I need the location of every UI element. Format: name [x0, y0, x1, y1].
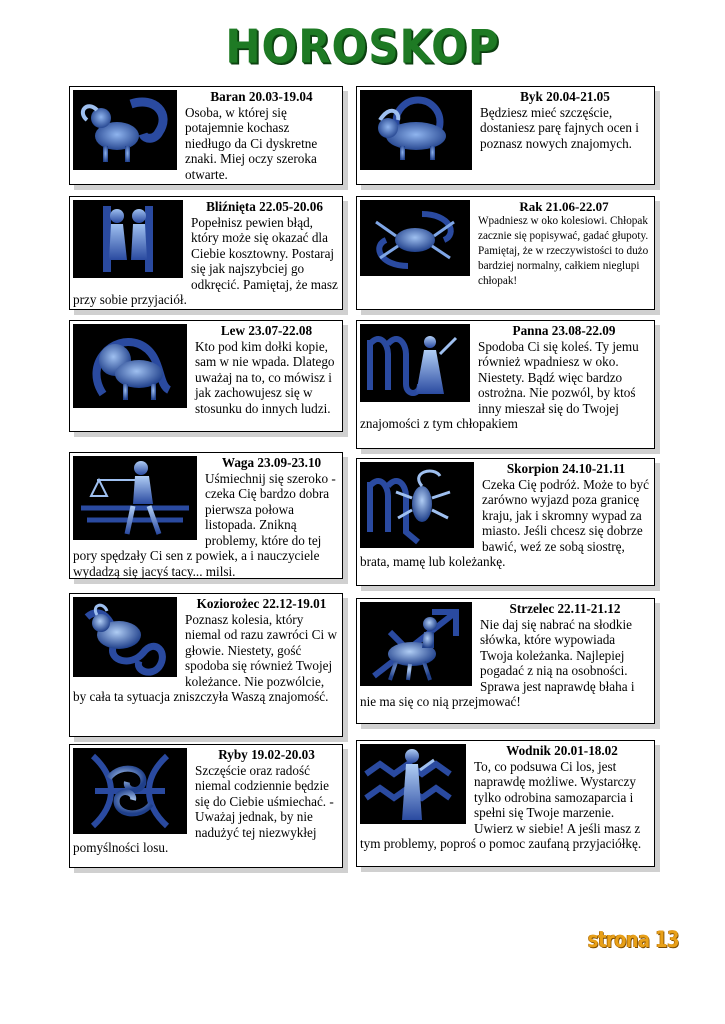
sign-text: To, co podsuwa Ci los, jest naprawdę możliwe. Wystarczy tylko odrobina samozaparcia i spełni się Twoje marzenie. Uwierz w siebie! A jeśli masz z tym problemy, poproś o pomoc zaufaną przyjaciółkę. [360, 758, 642, 851]
page-title: HOROSKOP [225, 19, 500, 74]
sign-text: Uśmiechnij się szeroko - czeka Cię bardzo dobra pierwsza połowa listopada. Znikną problemy, które do tej pory spędzały Ci sen z powiek, a i nauczyciele wydadzą się jacyś tacy... milsi. [73, 470, 336, 579]
sign-text: Spodoba Ci się koleś. Ty jemu również wpadniesz w oko. Niestety. Bądź więc bardzo ostrożna. Nie pozwól, by ktoś inny mieszał się do Twojej znajomości z tym chłopakiem [360, 338, 639, 431]
sign-card-wodnik [356, 740, 655, 867]
sign-card-strzelec [356, 598, 655, 724]
sign-card-rak [356, 196, 655, 310]
cancer-icon [360, 200, 470, 276]
sign-heading: Koziorożec 22.12-19.01 [196, 596, 327, 611]
scorpio-icon [360, 462, 474, 548]
page-number: strona 13 [588, 928, 680, 953]
sagittarius-icon [360, 602, 472, 686]
sign-text: Poznasz kolesia, który niemal od razu zawróci Ci w głowie. Niestety, gość spodoba się również Twojej koleżance. Nie pozwólcie, by cała ta sytuacja zniszczyła Waszą znajomość. [73, 611, 337, 704]
sign-card-ryby [69, 744, 343, 868]
sign-card-panna [356, 320, 655, 449]
pisces-icon [73, 748, 187, 834]
aquarius-icon [360, 744, 466, 824]
sign-heading: Baran 20.03-19.04 [210, 89, 313, 104]
sign-text: Czeka Cię podróż. Może to być zarówno wyjazd poza granicę kraju, jak i skromny wypad za miasto. Jeśli chcesz się dobrze bawić, weź ze sobą siostrę, brata, mamę lub koleżankę. [360, 476, 649, 569]
sign-text: Wpadniesz w oko kolesiowi. Chłopak zacznie się popisywać, gadać głupoty. Pamiętaj, że w rzeczywistości to dużo bardziej normalny, całkiem nieglupi chłopak! [478, 215, 649, 287]
gemini-icon [73, 200, 183, 278]
sign-text: Nie daj się nabrać na słodkie słówka, które wypowiada Twoja koleżanka. Najlepiej pogadać z nią na osobności. Sprawa jest naprawdę błaha i nie ma się co nią przejmować! [360, 616, 635, 709]
sign-card-blizneta [69, 196, 343, 310]
sign-card-waga [69, 452, 343, 579]
sign-heading: Skorpion 24.10-21.11 [506, 461, 626, 476]
leo-icon [73, 324, 187, 408]
sign-heading: Byk 20.04-21.05 [520, 89, 610, 104]
sign-text: Szczęście oraz radość niemal codziennie będzie się do Ciebie uśmiechać. - Uważaj jednak, by nie nadużyć tej niezwykłej pomyślności losu. [73, 762, 334, 855]
sign-text: Kto pod kim dołki kopie, sam w nie wpada. Dlatego uważaj na to, co mówisz i jak zachowujesz się w stosunku do innych ludzi. [195, 338, 335, 416]
sign-card-koziorozec [69, 593, 343, 737]
sign-text: Popełnisz pewien błąd, który może się okazać dla Ciebie kosztowny. Postaraj się jak najszybciej go odkręcić. Pamiętaj, że masz przy sobie przyjaciół. [73, 214, 338, 307]
aries-icon [73, 90, 177, 170]
sign-heading: Wodnik 20.01-18.02 [506, 743, 618, 758]
sign-card-lew [69, 320, 343, 432]
sign-heading: Bliźnięta 22.05-20.06 [206, 199, 323, 214]
capricorn-icon [73, 597, 177, 677]
taurus-icon [360, 90, 472, 170]
sign-card-byk [356, 86, 655, 185]
sign-heading: Lew 23.07-22.08 [220, 323, 313, 338]
sign-card-skorpion [356, 458, 655, 586]
virgo-icon [360, 324, 470, 402]
sign-heading: Strzelec 22.11-21.12 [509, 601, 621, 616]
libra-icon [73, 456, 197, 540]
sign-heading: Panna 23.08-22.09 [512, 323, 616, 338]
sign-text: Osoba, w której się potajemnie kochasz niedługo da Ci dyskretne znaki. Miej oczy szeroka otwarte. [185, 104, 318, 182]
sign-heading: Ryby 19.02-20.03 [218, 747, 315, 762]
sign-text: Będziesz mieć szczęście, dostaniesz parę fajnych ocen i poznasz nowych znajomych. [480, 104, 639, 151]
sign-heading: Rak 21.06-22.07 [519, 199, 609, 214]
sign-heading: Waga 23.09-23.10 [221, 455, 322, 470]
sign-card-baran [69, 86, 343, 185]
